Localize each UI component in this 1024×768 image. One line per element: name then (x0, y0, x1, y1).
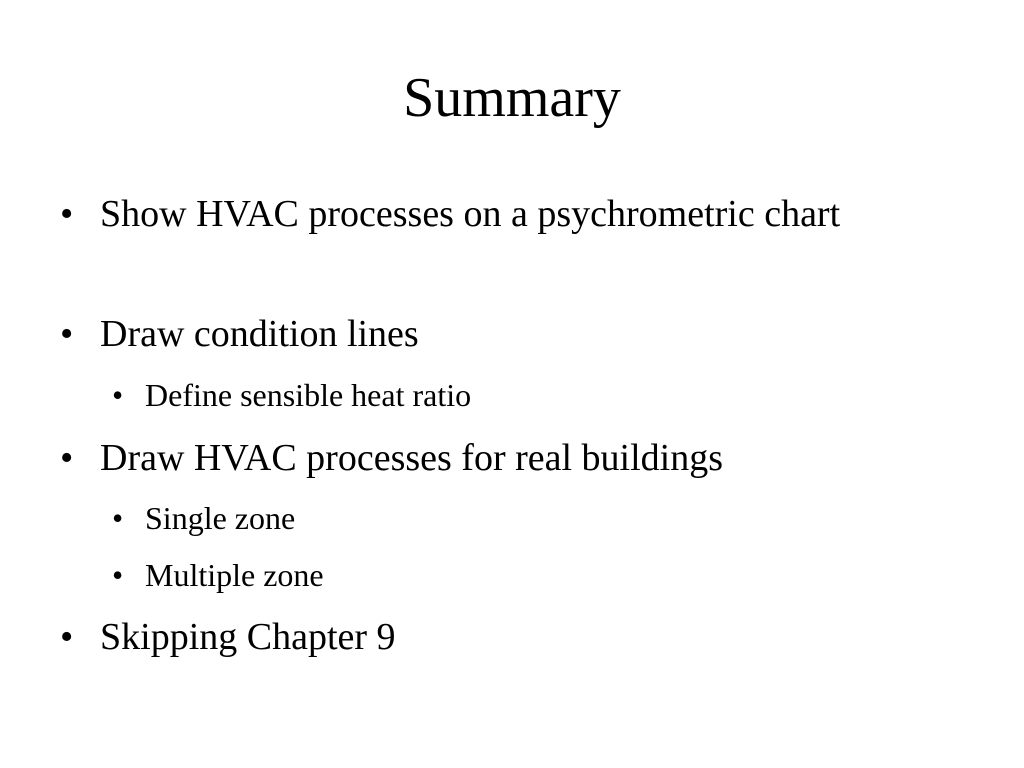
sub-bullet-text: Single zone (145, 500, 296, 536)
bullet-icon: • (112, 557, 124, 593)
bullet-icon: • (60, 616, 74, 658)
bullet-text: Skipping Chapter 9 (100, 616, 396, 658)
bullet-text: Show HVAC processes on a psychrometric chart (100, 193, 841, 235)
slide-title: Summary (403, 67, 621, 129)
sub-bullet-item (112, 555, 912, 595)
bullet-icon: • (112, 500, 124, 536)
sub-bullet-item (112, 498, 912, 538)
bullet-icon: • (60, 313, 74, 355)
sub-bullet-item (112, 375, 912, 415)
bullet-text: Draw condition lines (100, 313, 419, 355)
bullet-item (60, 611, 920, 663)
bullet-item (60, 188, 920, 240)
bullet-text: Draw HVAC processes for real buildings (100, 437, 724, 479)
bullet-item (60, 432, 920, 484)
bullet-icon: • (60, 193, 74, 235)
sub-bullet-text: Define sensible heat ratio (145, 377, 472, 413)
bullet-icon: • (112, 377, 124, 413)
bullet-icon: • (60, 437, 74, 479)
bullet-item (60, 308, 920, 360)
sub-bullet-text: Multiple zone (145, 557, 324, 593)
